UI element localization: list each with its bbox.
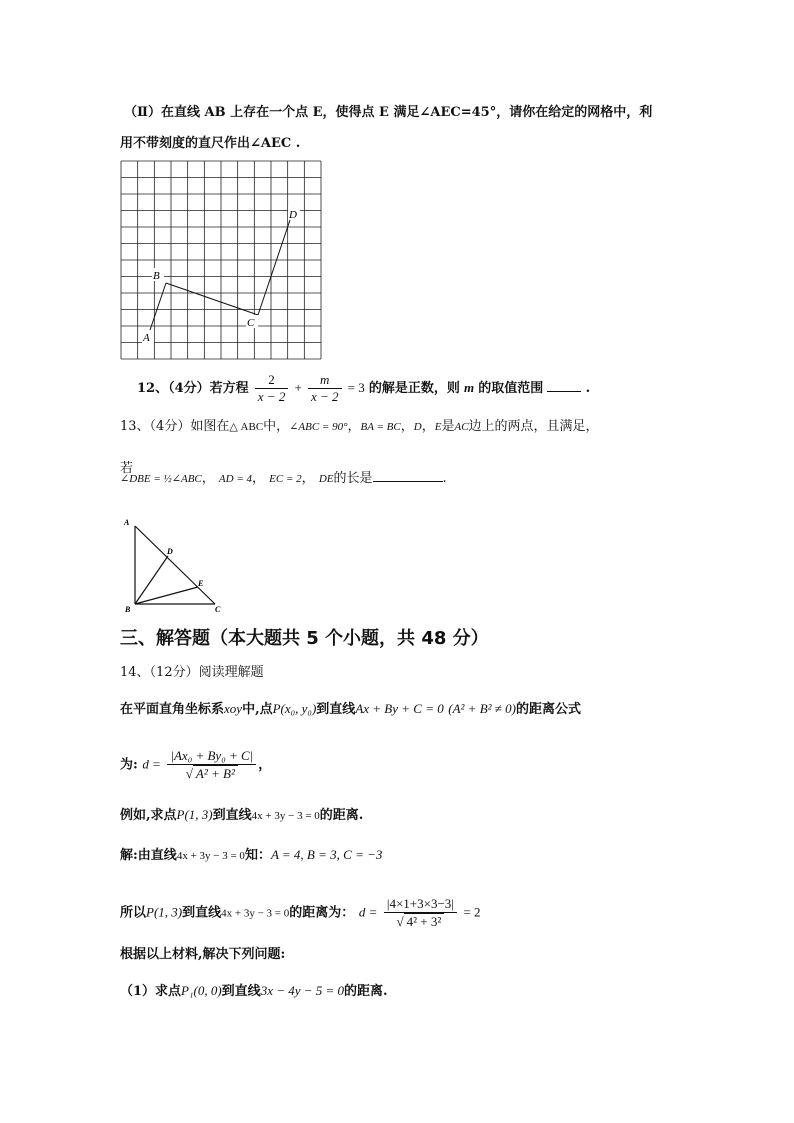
q12-var: m [464,380,475,395]
q13-line2b [120,470,447,488]
q14-d2-res: = 2 [463,904,481,920]
q13-eq1: BA = BC [360,421,401,433]
q12-plus: + [294,380,302,395]
q14-p1: P₁(0, 0) [181,983,222,998]
q14-line-eq: Ax + By + C = 0 [355,701,444,716]
q14-l1-d: 的距离公式 [516,702,582,717]
q14-d-den-wrap: √ A² + B² [167,765,256,782]
q13-sep5: ， [252,471,266,486]
q14-l2-end: ， [258,757,272,773]
q14-head: 14、（12分）阅读理解题 [120,665,264,680]
q12 [137,372,590,405]
fig13-label-c: C [215,605,221,614]
segment-cd [258,220,290,315]
q14-d-den: A² + B² [193,765,238,782]
q13-ruo: 若 [120,461,134,476]
grid-label-a: A [143,332,150,344]
q14-line2 [120,748,271,782]
q14-abc: A = 4, B = 3, C = −3 [270,847,383,862]
grid-label-d: D [289,209,297,221]
q14-p13: P(1, 3) [176,807,213,822]
part2-line1: （Ⅱ）在直线 AB 上存在一个点 E，使得点 E 满足∠AEC=45°，请你在给定的网格中，利 [124,105,653,120]
q13-e: E [434,421,442,433]
segment-bc [166,283,258,315]
q13-line1-b: 中， [263,419,290,434]
q14-l4-a: 解:由直线 [120,848,177,863]
q14-l5-b: 到直线 [182,905,222,921]
q12-frac2-num: m [308,372,342,389]
q14-d-frac [167,748,256,782]
q13-ec: EC = 2 [269,473,302,485]
q14-d2-num: |4×1+3×3−3| [384,896,457,913]
segment-ab [150,283,166,330]
q13-sep1: ， [347,419,361,434]
fig13-label-b: B [125,605,131,614]
q14-line1 [120,700,581,719]
q14-p: P [272,701,281,716]
q13-de: DE [318,473,334,485]
q12-prefix: 12、（4分）若方程 [137,381,249,396]
fig13-label-a: A [124,518,130,527]
q13-end: . [442,471,447,486]
q14-eq3: 4x + 3y − 3 = 0 [221,907,290,920]
q12-frac1-den: x − 2 [257,389,286,404]
q14-d2-frac [384,896,457,930]
q14-l3-c: 的距离. [319,808,364,823]
q14-d-eq: d = [142,756,161,772]
q14-line6: 根据以上材料,解决下列问题: [120,947,286,962]
q13-line1-c: 边上的两点，且满足， [468,419,599,434]
q14-l5-a: 所以 [120,905,147,921]
q12-suffix1: 的解是正数，则 [368,381,460,396]
q14-p13b: P(1, 3) [146,904,183,920]
q14-line4 [120,846,382,865]
q14-l7-c: 的距离. [344,984,388,999]
fig13-label-e: E [198,579,204,588]
q13-d: D [413,421,422,433]
q12-end: . [585,381,591,396]
q13-answer-blank [373,481,443,482]
q14-l7-a: （1）求点 [120,984,182,999]
grid-figure [120,160,322,360]
q13-line1-a: 13、（4分）如图在 [120,419,230,434]
q13-is: 是 [441,419,455,434]
q14-l5-c: 的距离为： [289,905,355,921]
q13-sep4: ， [201,471,215,486]
grid-label-b: B [153,270,160,282]
q13-triangle-figure [118,514,228,614]
part2-line2: 用不带刻度的直尺作出∠AEC . [120,136,301,151]
q14-l1-c: 到直线 [316,702,356,717]
q14-cond: (A² + B² ≠ 0) [448,701,517,716]
q12-answer-blank [547,391,581,392]
q14-p-args: (x₀, y₀) [280,701,317,716]
q13-sep3: ， [421,419,435,434]
q12-suffix2: 的取值范围 [478,381,544,396]
q14-line7 [120,982,388,1001]
q12-frac2 [308,372,342,405]
q13-tri: △ ABC [229,421,264,433]
q14-l3-a: 例如,求点 [120,808,177,823]
q14-d-num: |Ax₀ + By₀ + C| [167,748,256,765]
q13-len: 的长是 [333,471,373,486]
q14-d2: d = [358,904,378,920]
section-3-heading: 三、解答题（本大题共 5 个小题，共 48 分） [120,628,489,649]
q13-angle: ∠ABC = 90° [289,421,348,433]
q14-l1-b: 中,点 [242,702,273,717]
q13-cond: ∠DBE = ½∠ABC [120,473,202,485]
q13-sep2: ， [400,419,414,434]
q14-l1-a: 在平面直角坐标系 [120,702,225,717]
q13-ad: AD = 4 [218,473,253,485]
q14-l2-a: 为: [120,757,138,773]
q12-equals: = 3 [347,380,365,395]
q13-sep6: ， [301,471,315,486]
q14-l4-b: 知： [244,848,271,863]
q14-line5 [120,896,481,930]
q14-l7-b: 到直线 [221,984,261,999]
q13-line1 [120,418,599,436]
grid-label-c: C [247,317,255,329]
q14-eq4: 3x − 4y − 5 = 0 [260,983,345,998]
q12-frac1-num: 2 [255,372,289,389]
q14-eq1: 4x + 3y − 3 = 0 [251,810,320,822]
q14-xoy: xoy [224,701,243,716]
q12-frac1 [255,372,289,405]
q14-d2-den-wrap: √ 4² + 3² [384,913,457,930]
fig13-label-d: D [167,547,173,556]
q13-ac: AC [454,421,469,433]
q14-d2-den: 4² + 3² [404,913,445,930]
q14-l3-b: 到直线 [212,808,252,823]
q14-eq2: 4x + 3y − 3 = 0 [176,850,245,862]
q14-line3 [120,806,363,825]
q12-frac2-den: x − 2 [310,389,339,404]
